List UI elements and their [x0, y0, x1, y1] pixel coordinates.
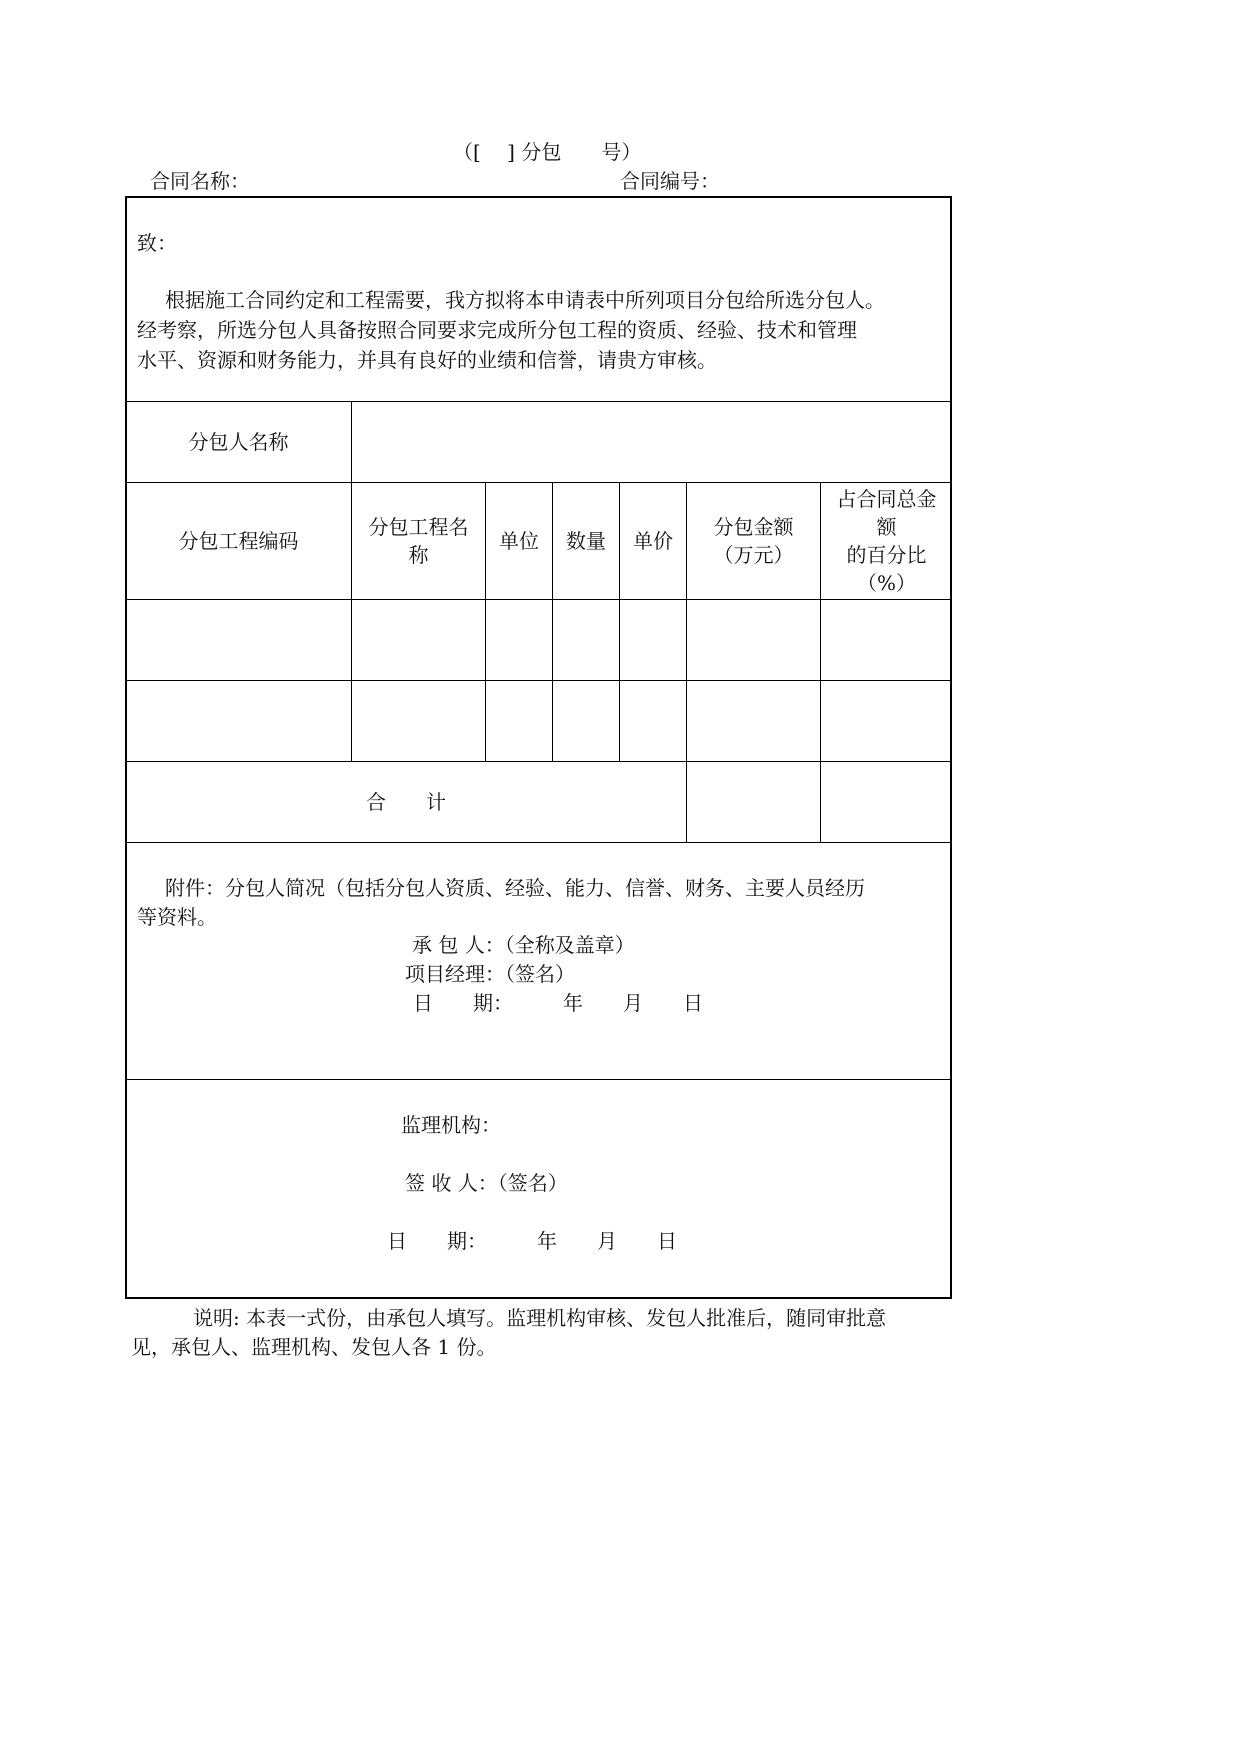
to-label: 致：	[137, 231, 177, 255]
row-1-percent[interactable]	[821, 600, 952, 680]
header-name-line-2: 称	[408, 543, 429, 567]
contractor-label: 承 包 人：（全称及盖章）	[412, 933, 635, 957]
header-quantity: 数量	[566, 529, 606, 553]
row-1-unit[interactable]	[486, 600, 552, 680]
intro-line-2: 经考察，所选分包人具备按照合同要求完成所分包工程的资质、经验、技术和管理	[137, 318, 857, 342]
row-2-percent[interactable]	[821, 681, 952, 761]
header-percent-line-1: 占合同总金	[836, 487, 937, 511]
row-2-unit-price[interactable]	[620, 681, 686, 761]
header-percent-line-2: 额	[876, 515, 897, 539]
attachment-line-2: 等资料。	[137, 905, 217, 929]
row-2-quantity[interactable]	[553, 681, 619, 761]
form-number: （[ ] 分包 号）	[453, 140, 642, 164]
supervisor-org-label: 监理机构：	[401, 1113, 501, 1137]
row-1-quantity[interactable]	[553, 600, 619, 680]
header-name	[352, 483, 485, 599]
header-percent-line-4: （%）	[856, 571, 916, 595]
row-1-code[interactable]	[126, 600, 351, 680]
header-name-line-1: 分包工程名	[368, 515, 469, 539]
header-unit-price: 单价	[633, 529, 673, 553]
header-percent-line-3: 的百分比	[846, 543, 927, 567]
header-code: 分包工程编码	[178, 529, 299, 553]
contract-number-label: 合同编号：	[620, 169, 720, 193]
intro-line-3: 水平、资源和财务能力，并具有良好的业绩和信誉，请贵方审核。	[137, 348, 717, 372]
header-amount-line-2: （万元）	[713, 543, 794, 567]
contract-name-label: 合同名称：	[150, 169, 250, 193]
divider-total	[126, 842, 952, 843]
header-amount-line-1: 分包金额	[713, 515, 794, 539]
note-line-2: 见，承包人、监理机构、发包人各 1 份。	[131, 1335, 497, 1359]
row-1-unit-price[interactable]	[620, 600, 686, 680]
row-1-name[interactable]	[352, 600, 485, 680]
header-unit: 单位	[499, 529, 539, 553]
supervisor-receiver-label: 签 收 人：（签名）	[405, 1171, 568, 1195]
divider-contractor	[126, 1079, 952, 1080]
project-manager-label: 项目经理：（签名）	[405, 962, 575, 986]
total-amount[interactable]	[687, 762, 820, 842]
total-label: 合 计	[366, 790, 446, 814]
attachment-line-1: 附件：分包人简况（包括分包人资质、经验、能力、信誉、财务、主要人员经历	[165, 876, 865, 900]
row-2-unit[interactable]	[486, 681, 552, 761]
subcontractor-name-field[interactable]	[352, 402, 952, 482]
row-2-name[interactable]	[352, 681, 485, 761]
row-2-amount[interactable]	[687, 681, 820, 761]
row-1-amount[interactable]	[687, 600, 820, 680]
supervisor-date-label: 日 期： 年 月 日	[387, 1229, 677, 1253]
total-percent[interactable]	[821, 762, 952, 842]
contractor-date-label: 日 期： 年 月 日	[413, 991, 703, 1015]
header-percent	[821, 483, 952, 599]
row-2-code[interactable]	[126, 681, 351, 761]
subcontractor-name-label: 分包人名称	[188, 430, 289, 454]
intro-line-1: 根据施工合同约定和工程需要，我方拟将本申请表中所列项目分包给所选分包人。	[165, 288, 885, 312]
header-amount	[687, 483, 820, 599]
note-line-1: 说明: 本表一式份，由承包人填写。监理机构审核、发包人批准后，随同审批意	[193, 1306, 887, 1330]
